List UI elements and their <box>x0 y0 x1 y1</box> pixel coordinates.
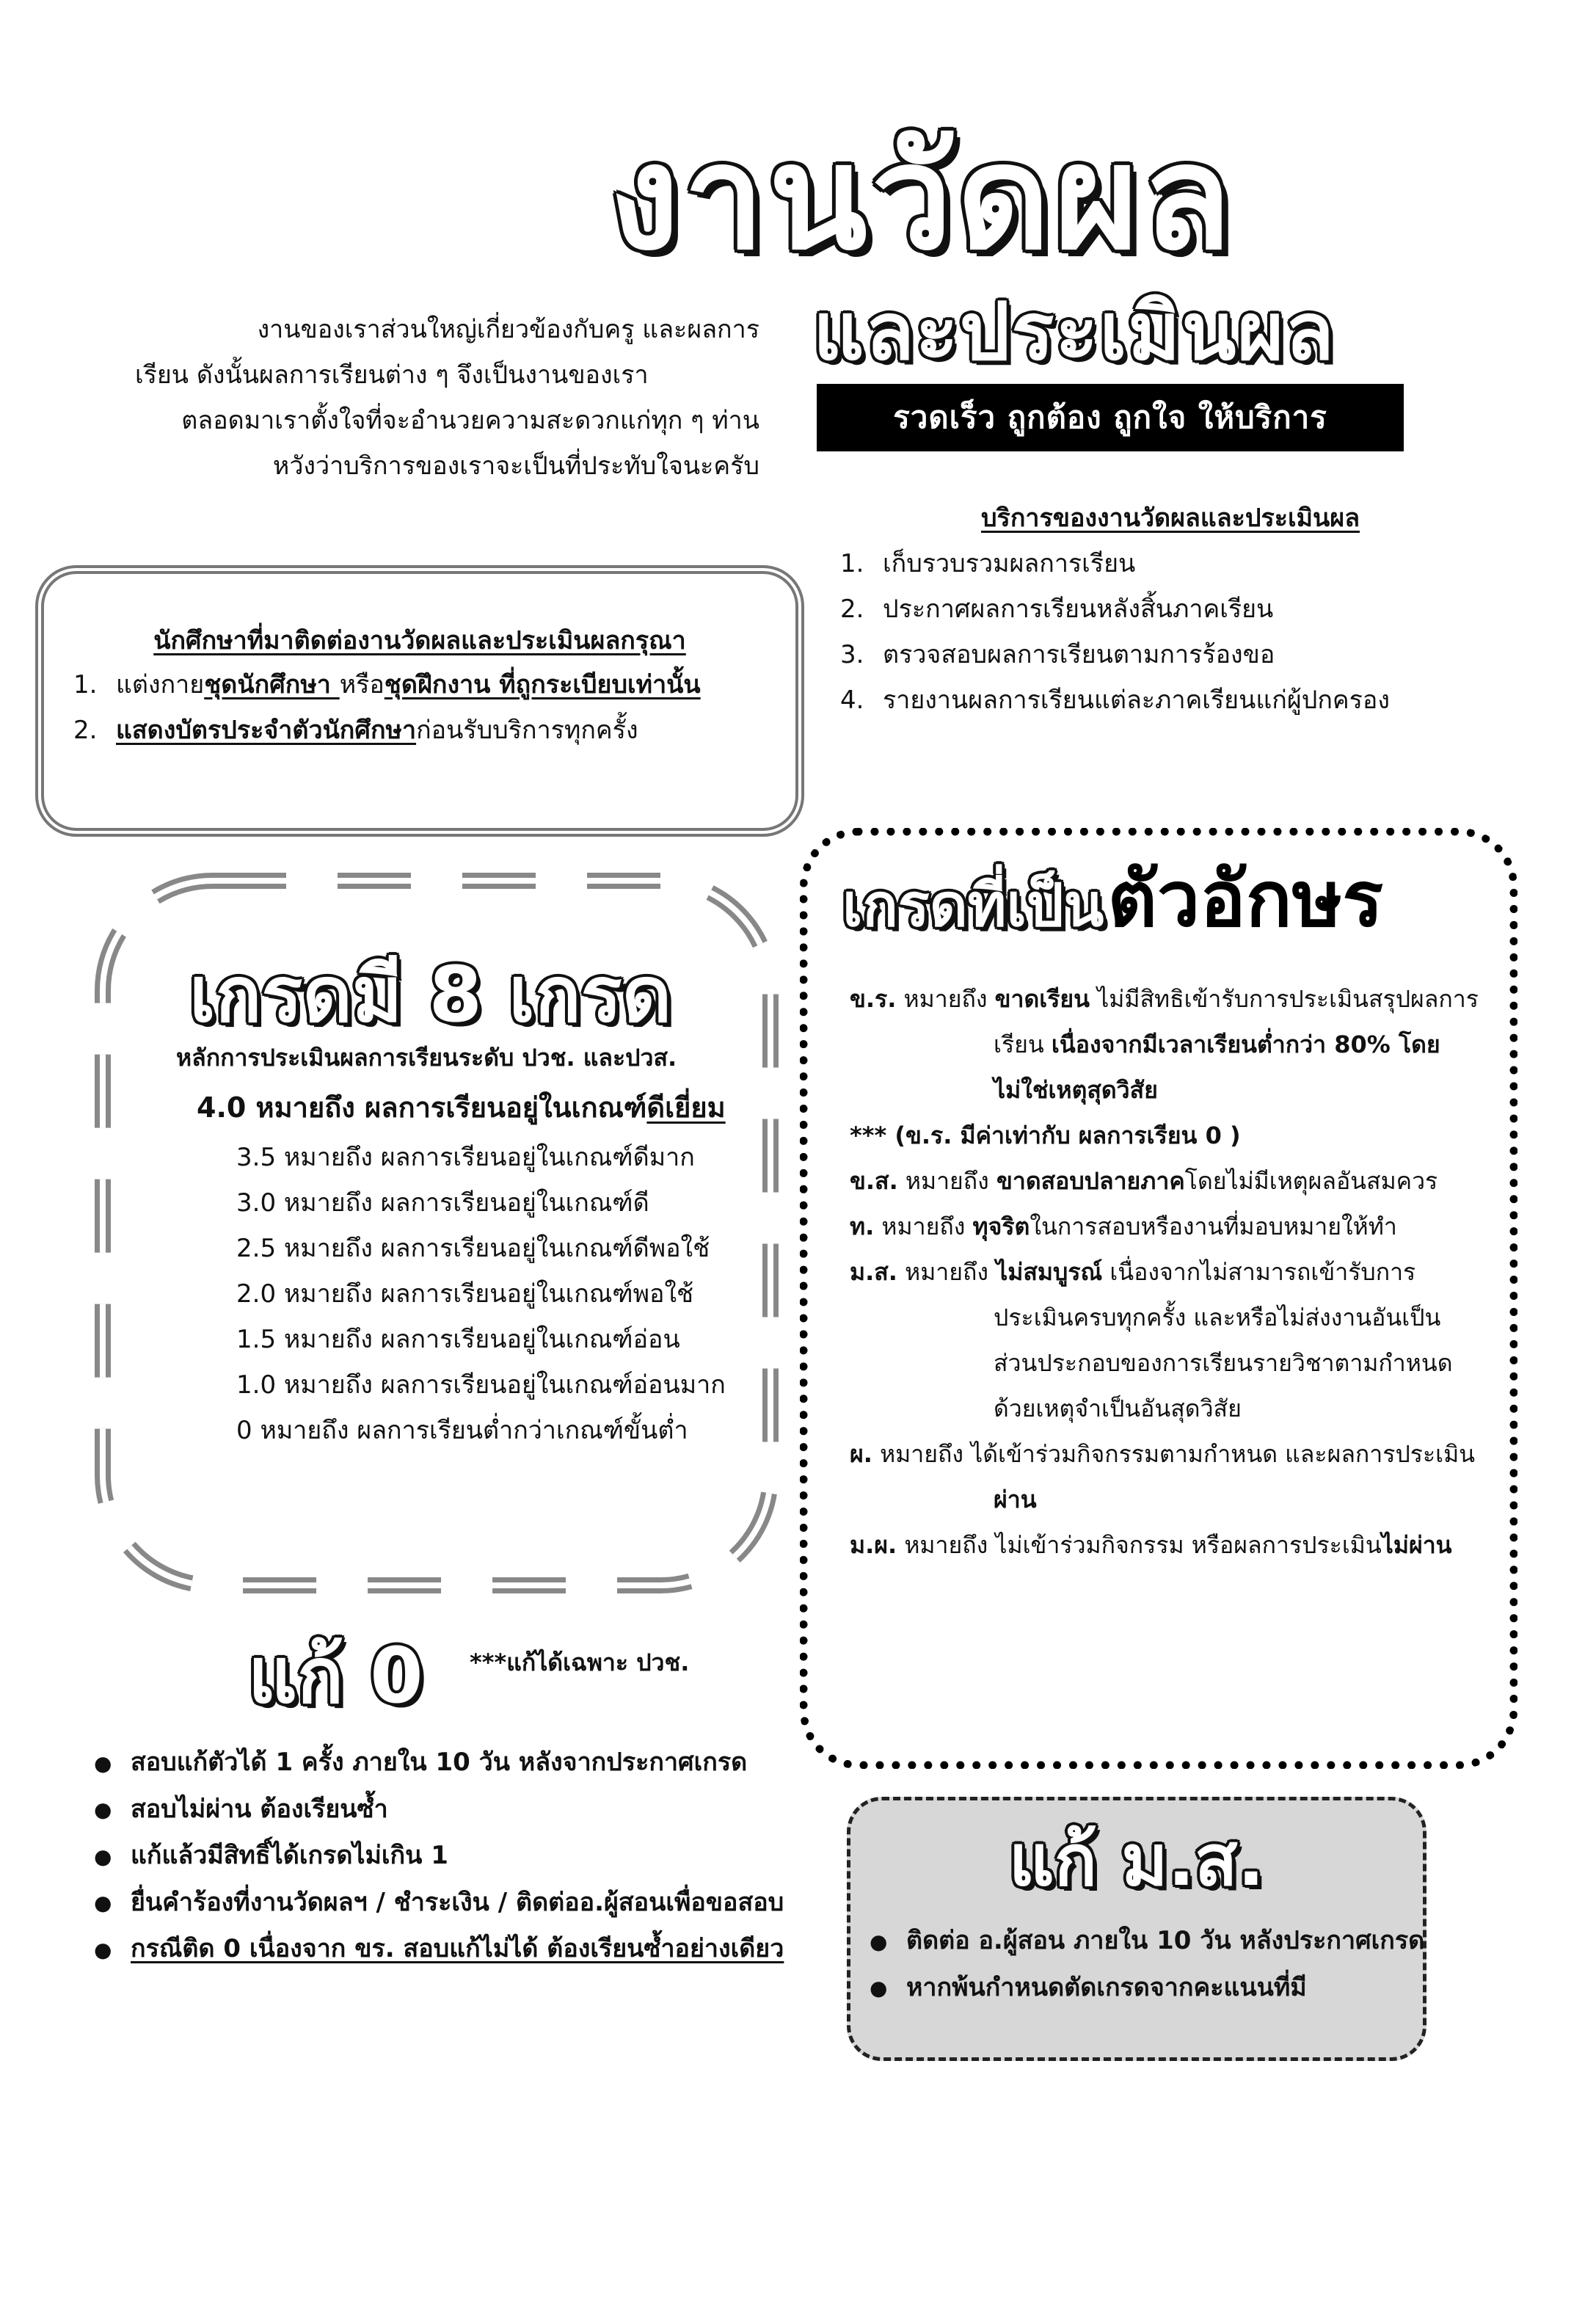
notice-item-2: 2. แสดงบัตรประจำตัวนักศึกษาก่อนรับบริการทุกครั้ง <box>73 716 638 745</box>
list-item: 2.0 หมายถึง ผลการเรียนอยู่ในเกณฑ์พอใช้ <box>236 1279 694 1309</box>
list-item: 3.0 หมายถึง ผลการเรียนอยู่ในเกณฑ์ดี <box>236 1188 649 1218</box>
intro-text <box>117 307 759 489</box>
services-list <box>840 541 1501 723</box>
list-item: ● หากพ้นกำหนดตัดเกรดจากคะแนนที่มี <box>870 1972 1307 2002</box>
notice-item-1: 1. แต่งกายชุดนักศึกษา หรือชุดฝึกงาน ที่ถูกระเบียบเท่านั้น <box>73 670 701 699</box>
notice-title: นักศึกษาที่มาติดต่องานวัดผลและประเมินผลกรุณา <box>153 626 686 655</box>
page-title: งานวัดผล <box>609 114 1236 282</box>
fix-ms-box <box>847 1797 1426 2061</box>
intro-line: งานของเราส่วนใหญ่เกี่ยวข้องกับครู และผลการ <box>257 315 759 344</box>
letter-grade-line: ท. หมายถึง ทุจริตในการสอบหรืองานที่มอบหมายให้ทำ <box>850 1213 1397 1240</box>
grades-subtitle: หลักการประเมินผลการเรียนระดับ ปวช. และปวส. <box>176 1044 677 1072</box>
page-subtitle: และประเมินผล <box>813 286 1336 378</box>
letter-grade-line: ม.ผ. หมายถึง ไม่เข้าร่วมกิจกรรม หรือผลการประเมินไม่ผ่าน <box>850 1531 1452 1559</box>
fix-zero-list <box>94 1740 784 1973</box>
notice-box <box>35 565 804 837</box>
letter-grade-line: *** (ข.ร. มีค่าเท่ากับ ผลการเรียน 0 ) <box>850 1122 1241 1149</box>
list-item: 3.5 หมายถึง ผลการเรียนอยู่ในเกณฑ์ดีมาก <box>236 1143 695 1172</box>
list-item: ● ยื่นคำร้องที่งานวัดผลฯ / ชำระเงิน / ติดต่ออ.ผู้สอนเพื่อขอสอบ <box>94 1887 784 1917</box>
letter-grade-line: ข.ร. หมายถึง ขาดเรียน ไม่มีสิทธิเข้ารับการประเมินสรุปผลการ <box>850 985 1479 1013</box>
letter-grade-line: ม.ส. หมายถึง ไม่สมบูรณ์ เนื่องจากไม่สามารถเข้ารับการ <box>850 1258 1416 1286</box>
fix-ms-list <box>870 1918 1424 2011</box>
letter-grade-line: ข.ส. หมายถึง ขาดสอบปลายภาคโดยไม่มีเหตุผลอันสมควร <box>850 1167 1438 1195</box>
list-item: 2. ประกาศผลการเรียนหลังสิ้นภาคเรียน <box>840 595 1274 624</box>
list-item: ● กรณีติด 0 เนื่องจาก ขร. สอบแก้ไม่ได้ ต้องเรียนซ้ำอย่างเดียว <box>94 1934 784 1963</box>
letter-grade-line: เรียน เนื่องจากมีเวลาเรียนต่ำกว่า 80% โดย <box>994 1030 1440 1058</box>
list-item: ● สอบแก้ตัวได้ 1 ครั้ง ภายใน 10 วัน หลังจากประกาศเกรด <box>94 1748 748 1777</box>
intro-line: ตลอดมาเราตั้งใจที่จะอำนวยความสะดวกแก่ทุก ๆ ท่าน <box>181 406 759 435</box>
list-item: 1.5 หมายถึง ผลการเรียนอยู่ในเกณฑ์อ่อน <box>236 1325 680 1354</box>
list-item: 4. รายงานผลการเรียนแต่ละภาคเรียนแก่ผู้ปกครอง <box>840 686 1390 715</box>
letter-grade-line: ส่วนประกอบของการเรียนรายวิชาตามกำหนด <box>994 1349 1453 1377</box>
services-title: บริการของงานวัดผลและประเมินผล <box>980 504 1360 533</box>
grades-title: เกรดมี 8 เกรด <box>189 950 672 1039</box>
list-item: ● สอบไม่ผ่าน ต้องเรียนซ้ำ <box>94 1794 388 1824</box>
list-item: 0 หมายถึง ผลการเรียนต่ำกว่าเกณฑ์ขั้นต่ำ <box>236 1416 688 1445</box>
letter-grade-line: ประเมินครบทุกครั้ง และหรือไม่ส่งงานอันเป็น <box>994 1304 1441 1331</box>
grade-top: 4.0 หมายถึง ผลการเรียนอยู่ในเกณฑ์ดีเยี่ยม <box>197 1091 726 1124</box>
letter-grade-line: ผ่าน <box>994 1486 1037 1513</box>
grades-list <box>236 1135 726 1453</box>
fix-zero-title: แก้ 0 <box>248 1631 423 1720</box>
letters-title: เกรดที่เป็น ตัวอักษร <box>842 854 1384 944</box>
list-item: 3. ตรวจสอบผลการเรียนตามการร้องขอ <box>840 640 1275 669</box>
fix-ms-title: แก้ ม.ส. <box>1008 1820 1265 1902</box>
list-item: ● ติดต่อ อ.ผู้สอน ภายใน 10 วัน หลังประกาศเกรด <box>870 1926 1425 1955</box>
letter-grade-line: ด้วยเหตุจำเป็นอันสุดวิสัย <box>994 1395 1242 1422</box>
slogan-text: รวดเร็ว ถูกต้อง ถูกใจ ให้บริการ <box>893 399 1327 435</box>
letter-grade-line: ผ. หมายถึง ได้เข้าร่วมกิจกรรมตามกำหนด และผลการประเมิน <box>850 1440 1476 1468</box>
letters-list <box>850 976 1495 1568</box>
list-item: 1.0 หมายถึง ผลการเรียนอยู่ในเกณฑ์อ่อนมาก <box>236 1370 726 1400</box>
list-item: 1. เก็บรวบรวมผลการเรียน <box>840 549 1136 578</box>
intro-line: หวังว่าบริการของเราจะเป็นที่ประทับใจนะครับ <box>272 451 759 481</box>
letter-grade-line: ไม่ใช่เหตุสุดวิสัย <box>994 1076 1158 1104</box>
list-item: ● แก้แล้วมีสิทธิ์ได้เกรดไม่เกิน 1 <box>94 1841 448 1870</box>
fix-zero-note: ***แก้ได้เฉพาะ ปวช. <box>470 1648 690 1676</box>
list-item: 2.5 หมายถึง ผลการเรียนอยู่ในเกณฑ์ดีพอใช้ <box>236 1234 710 1263</box>
intro-line: เรียน ดังนั้นผลการเรียนต่าง ๆ จึงเป็นงานของเรา <box>135 360 649 390</box>
services-section <box>840 495 1501 723</box>
slogan-banner <box>817 384 1404 451</box>
